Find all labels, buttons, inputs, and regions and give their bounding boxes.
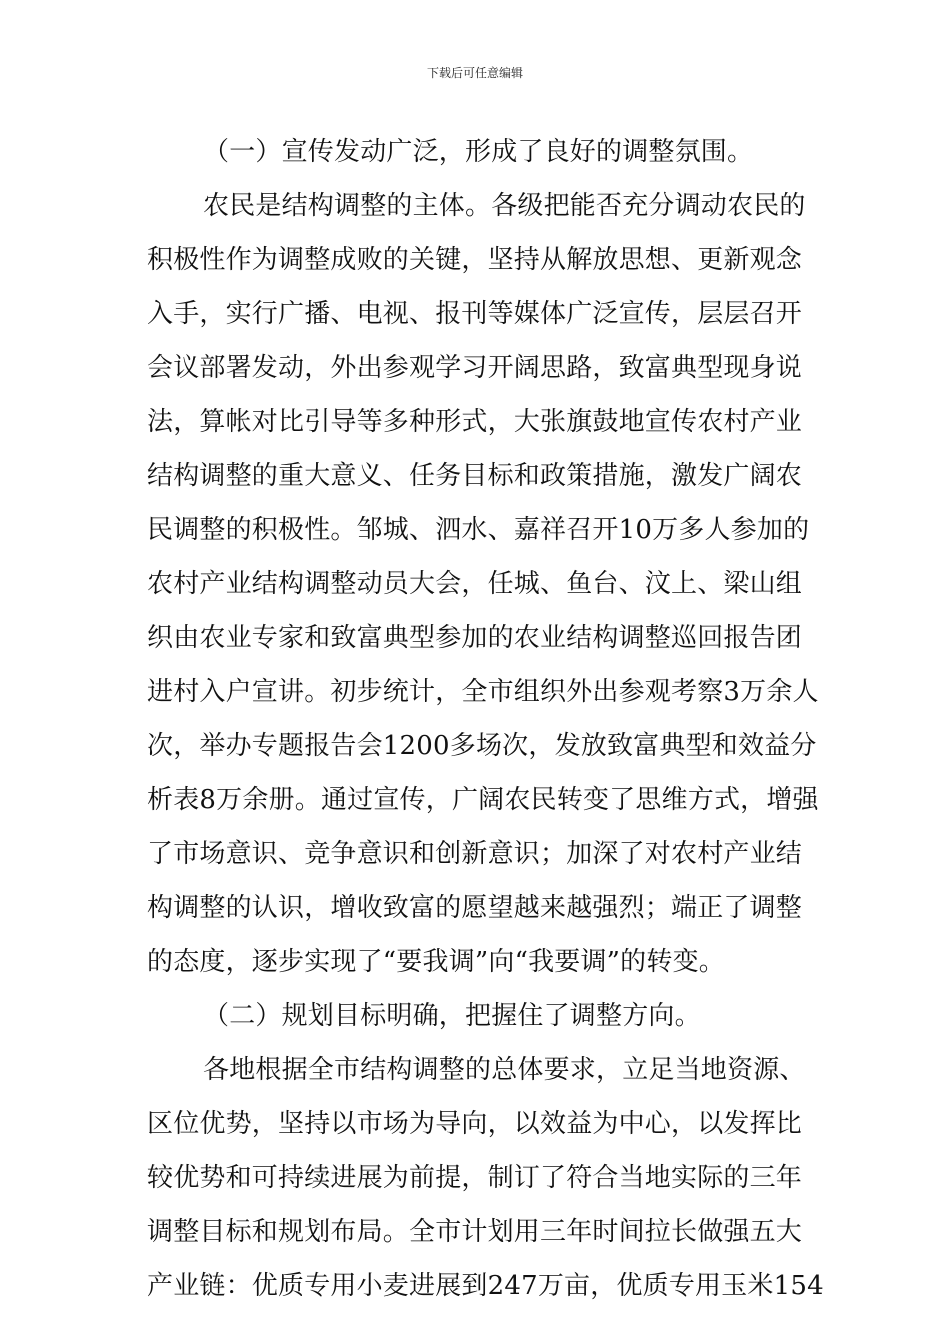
paragraph-line: 的态度，逐步实现了“要我调”向“我要调”的转变。 bbox=[147, 947, 725, 977]
paragraph-line: 会议部署发动，外出参观学习开阔思路，致富典型现身说 bbox=[147, 353, 803, 383]
paragraph-line: 较优势和可持续进展为前提，制订了符合当地实际的三年 bbox=[147, 1163, 803, 1193]
paragraph-line: 进村入户宣讲。初步统计，全市组织外出参观考察3万余人 bbox=[147, 677, 819, 707]
paragraph-line: 入手，实行广播、电视、报刊等媒体广泛宣传，层层召开 bbox=[147, 299, 803, 329]
paragraph-line: 织由农业专家和致富典型参加的农业结构调整巡回报告团 bbox=[147, 623, 803, 653]
paragraph-line: 析表8万余册。通过宣传，广阔农民转变了思维方式，增强 bbox=[147, 785, 819, 815]
paragraph-line: 产业链：优质专用小麦进展到247万亩，优质专用玉米154 bbox=[147, 1271, 824, 1301]
paragraph-line: 农民是结构调整的主体。各级把能否充分调动农民的 bbox=[203, 191, 806, 221]
paragraph-line: 农村产业结构调整动员大会，任城、鱼台、汶上、梁山组 bbox=[147, 569, 803, 599]
paragraph-line: 构调整的认识，增收致富的愿望越来越强烈；端正了调整 bbox=[147, 893, 803, 923]
document-body bbox=[147, 125, 824, 1313]
paragraph-line: 结构调整的重大意义、任务目标和政策措施，激发广阔农 bbox=[147, 461, 803, 491]
paragraph-line: 次，举办专题报告会1200多场次，发放致富典型和效益分 bbox=[147, 731, 817, 761]
paragraph-line: 积极性作为调整成败的关键，坚持从解放思想、更新观念 bbox=[147, 245, 803, 275]
section-heading-1: （一）宣传发动广泛，形成了良好的调整氛围。 bbox=[203, 137, 754, 167]
section-heading-2: （二）规划目标明确，把握住了调整方向。 bbox=[203, 1001, 701, 1031]
paragraph-line: 各地根据全市结构调整的总体要求，立足当地资源、 bbox=[203, 1055, 806, 1085]
paragraph-line: 调整目标和规划布局。全市计划用三年时间拉长做强五大 bbox=[147, 1217, 803, 1247]
paragraph-line: 了市场意识、竞争意识和创新意识；加深了对农村产业结 bbox=[147, 839, 803, 869]
paragraph-line: 法，算帐对比引导等多种形式，大张旗鼓地宣传农村产业 bbox=[147, 407, 803, 437]
page-header: 下载后可任意编辑 bbox=[426, 66, 523, 80]
paragraph-line: 区位优势，坚持以市场为导向，以效益为中心，以发挥比 bbox=[147, 1109, 803, 1139]
paragraph-line: 民调整的积极性。邹城、泗水、嘉祥召开10万多人参加的 bbox=[147, 515, 810, 545]
